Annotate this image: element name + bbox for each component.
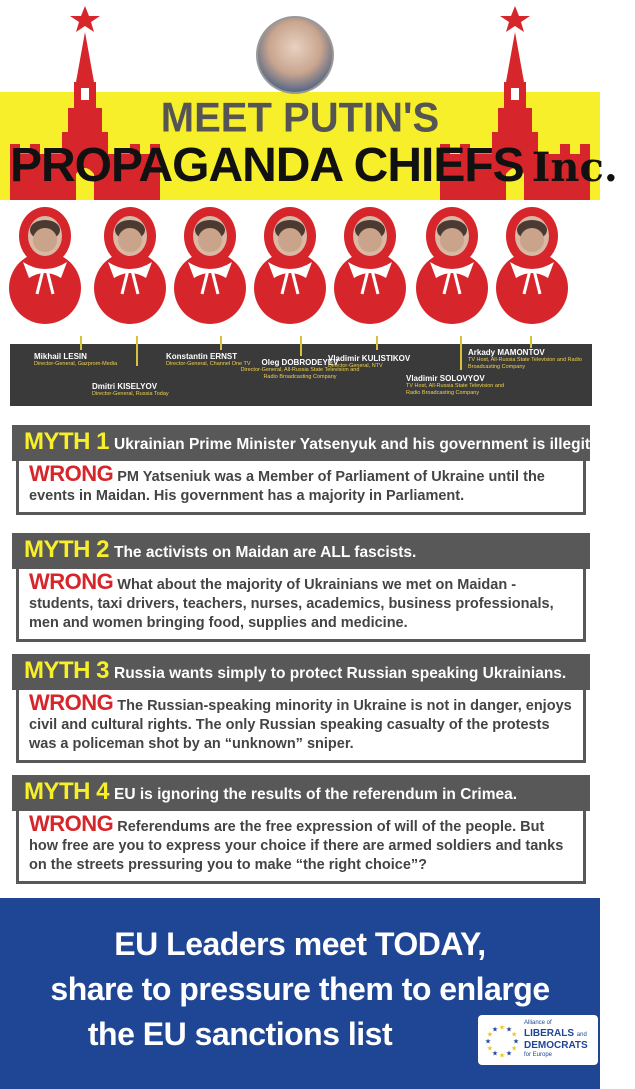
star-icon: ★: [491, 1050, 499, 1058]
myth-rebuttal-box: [16, 690, 586, 763]
logo-and: and: [576, 1032, 587, 1038]
connector-line: [80, 336, 82, 350]
chief-name: Dmitri KISELYOV: [92, 382, 158, 391]
chief-role: Director-General, All-Russia State Television and Radio Broadcasting Company: [240, 367, 360, 380]
title-suffix: Inc.: [531, 144, 618, 191]
wrong-label: WRONG: [29, 569, 114, 594]
cta-line-2: share to pressure them to enlarge: [50, 971, 550, 1007]
myth-claim: EU is ignoring the results of the referendum in Crimea.: [114, 786, 518, 803]
title-main: PROPAGANDA CHIEFS: [10, 139, 524, 192]
alde-logo: [478, 1015, 598, 1065]
myth-tag: MYTH 3: [24, 657, 110, 684]
star-icon: ★: [486, 1031, 494, 1039]
matryoshka-doll-icon: [252, 206, 328, 324]
matryoshka-doll-icon: [7, 206, 83, 324]
star-icon: ★: [498, 1052, 506, 1060]
myth-tag: MYTH 2: [24, 536, 110, 563]
connector-line: [220, 336, 222, 350]
chief-card-solovyov: [406, 374, 518, 397]
chief-name: Konstantin ERNST: [166, 352, 238, 361]
putin-portrait: [256, 16, 334, 94]
cta-line-1: EU Leaders meet TODAY,: [114, 926, 486, 962]
chief-role: Director-General, Gazprom-Media: [34, 361, 118, 367]
myth-tag: MYTH 4: [24, 778, 110, 805]
star-icon: ★: [505, 1050, 513, 1058]
connector-line: [300, 336, 302, 356]
matryoshka-doll-icon: [92, 206, 168, 324]
myth-rebuttal: PM Yatseniuk was a Member of Parliament of Ukraine until the events in Maidan. His government has a majority in Parliament.: [29, 469, 545, 504]
myth-rebuttal: Referendums are the free expression of will of the people. But how free are you to express your choice if there are armed soldiers and tanks on the streets pressuring you to make “the right choice”?: [29, 819, 564, 873]
title-line2: [10, 138, 618, 193]
myth-card-3: [12, 654, 590, 763]
myth-header: [12, 654, 590, 690]
star-icon: ★: [512, 1038, 520, 1046]
connector-line: [376, 336, 378, 350]
myth-header: [12, 425, 635, 461]
myth-claim: Russia wants simply to protect Russian speaking Ukrainians.: [114, 665, 567, 682]
myth-rebuttal-box: [16, 811, 586, 884]
connector-line: [530, 336, 532, 348]
myth-header: [12, 533, 590, 569]
chief-role: TV Host, All-Russia State Television and Radio Broadcasting Company: [468, 357, 582, 370]
star-icon: ★: [510, 1045, 518, 1053]
myth-rebuttal-box: [16, 461, 586, 515]
myth-claim: Ukrainian Prime Minister Yatsenyuk and his government is illegitimate.: [114, 436, 635, 453]
myth-card-1: [12, 425, 635, 515]
title-line1: MEET PUTIN'S: [160, 94, 440, 142]
matryoshka-doll-icon: [494, 206, 570, 324]
chief-role: Director-General, Channel One TV: [166, 361, 251, 367]
chief-card-kulistikov: [328, 354, 410, 370]
matryoshka-row: [0, 206, 600, 326]
chief-card-kiselyov: [92, 382, 169, 398]
star-icon: ★: [484, 1038, 492, 1046]
matryoshka-doll-icon: [332, 206, 408, 324]
header-banner: [0, 0, 618, 210]
chief-name: Mikhail LESIN: [34, 352, 87, 361]
myth-rebuttal: What about the majority of Ukrainians we met on Maidan - students, taxi drivers, teachers, nurses, academics, business professionals, men and women bringing food, supplies and medicine.: [29, 577, 554, 631]
matryoshka-doll-icon: [172, 206, 248, 324]
chief-role: Director-General, NTV: [328, 363, 383, 369]
chief-role: TV Host, All-Russia State Television and Radio Broadcasting Company: [406, 383, 505, 396]
matryoshka-doll-icon: [414, 206, 490, 324]
chiefs-name-band: [10, 344, 592, 406]
myth-rebuttal-box: [16, 569, 586, 642]
logo-liberals: LIBERALS: [524, 1028, 574, 1039]
logo-line-1: Alliance of: [524, 1020, 552, 1026]
chief-name: Vladimir KULISTIKOV: [328, 354, 411, 363]
chief-name: Arkady MAMONTOV: [468, 348, 545, 357]
myth-card-4: [12, 775, 590, 884]
chief-card-ernst: [166, 352, 251, 368]
star-icon: ★: [498, 1024, 506, 1032]
wrong-label: WRONG: [29, 811, 114, 836]
myth-claim: The activists on Maidan are ALL fascists.: [114, 544, 417, 561]
cta-line-3: the EU sanctions list: [87, 1016, 393, 1052]
logo-line-4: for Europe: [524, 1052, 553, 1058]
logo-line-2: [524, 1028, 587, 1039]
connector-line: [136, 336, 138, 366]
chief-role: Director-General, Russia Today: [92, 391, 169, 397]
chief-name: Oleg DOBRODEYEV: [261, 358, 339, 367]
wrong-label: WRONG: [29, 690, 114, 715]
chief-card-mamontov: [468, 348, 588, 371]
myth-tag: MYTH 1: [24, 428, 110, 455]
star-icon: ★: [505, 1026, 513, 1034]
call-to-action-footer: [0, 898, 600, 1089]
chief-card-lesin: [34, 352, 117, 368]
myth-header: [12, 775, 590, 811]
eu-stars-icon: [482, 1021, 522, 1061]
connector-line: [460, 336, 462, 370]
chief-name: Vladimir SOLOVYOV: [406, 374, 485, 383]
wrong-label: WRONG: [29, 461, 114, 486]
star-icon: ★: [486, 1045, 494, 1053]
myth-rebuttal: The Russian-speaking minority in Ukraine is not in danger, enjoys civil and cultural rights. The only Russian speaking casualty of the protests was a policeman shot by an “unknown” sniper.: [29, 698, 572, 752]
myth-card-2: [12, 533, 590, 642]
logo-line-3: DEMOCRATS: [524, 1040, 588, 1051]
star-icon: ★: [491, 1026, 499, 1034]
star-icon: ★: [510, 1031, 518, 1039]
